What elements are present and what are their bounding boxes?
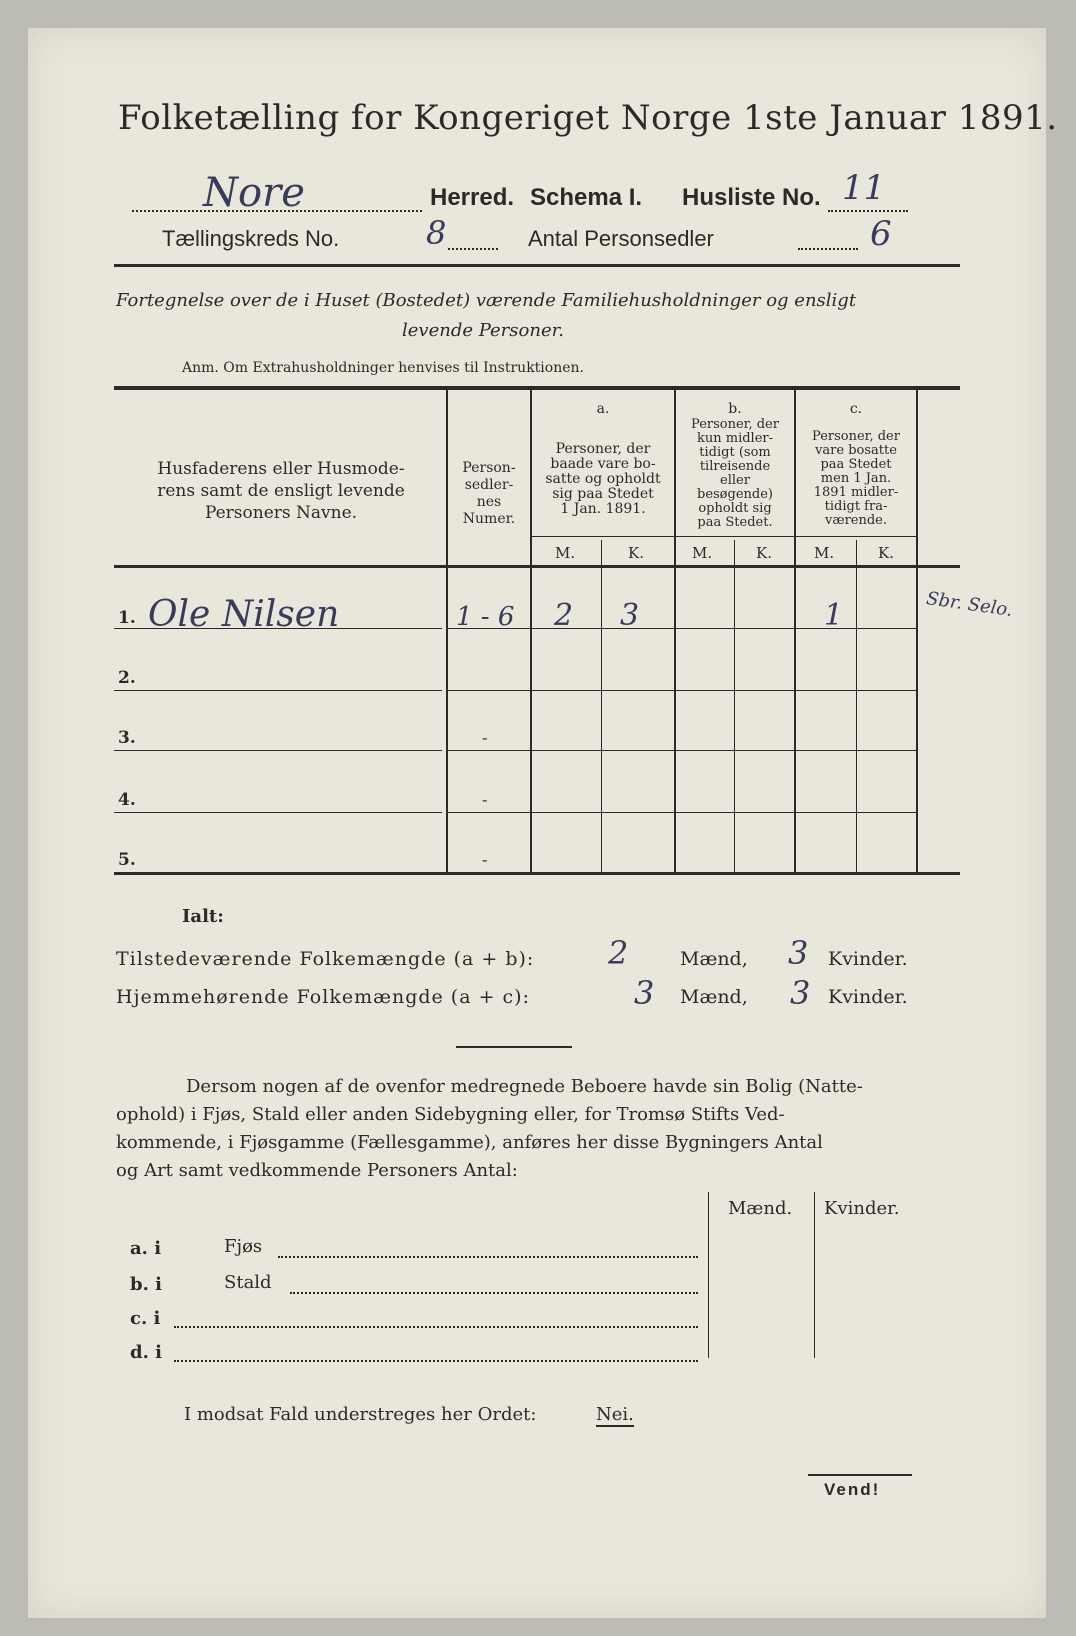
row-number: 1. [118, 608, 136, 628]
husliste-value: 11 [842, 168, 886, 208]
building-item-dotted-line [174, 1326, 698, 1328]
buildings-vline-2 [814, 1192, 815, 1358]
row-line-2-name [114, 690, 442, 691]
vline-a-split [601, 540, 602, 872]
row-1-sedler: 1 - 6 [456, 602, 515, 632]
tilst-maend-label: Mænd, [680, 948, 748, 970]
vend-label: Vend! [824, 1480, 881, 1499]
col-num-line: nes [476, 494, 502, 510]
vend-rule [808, 1474, 912, 1476]
building-item-dotted-line [290, 1292, 698, 1294]
buildings-para-2: ophold) i Fjøs, Stald eller anden Sidebygning eller, for Tromsø Stifts Ved- [116, 1104, 785, 1125]
antal-dotted-line [798, 248, 858, 250]
antal-value: 6 [870, 214, 892, 254]
tilst-kvinder-value: 3 [788, 934, 809, 972]
buildings-para-4: og Art samt vedkommende Personers Antal: [116, 1160, 518, 1181]
col-a-line: sig paa Stedet [552, 486, 654, 502]
row-5-sedler: - [482, 850, 488, 869]
row-number: 5. [118, 850, 136, 870]
col-b-line: besøgende) [697, 487, 773, 502]
kreds-value: 8 [426, 214, 447, 252]
building-item-letter: d. i [130, 1342, 162, 1363]
row-line-1-cells [448, 628, 916, 629]
herred-value: Nore [203, 170, 305, 216]
row-4-sedler: - [482, 790, 488, 809]
col-name-line: rens samt de ensligt levende [157, 481, 405, 501]
b-m-label: M. [692, 544, 713, 562]
nei-word: Nei. [596, 1404, 634, 1425]
section-divider [456, 1046, 572, 1048]
col-a-line: satte og opholdt [545, 471, 661, 487]
col-num-line: Numer. [462, 511, 516, 527]
buildings-para-3: kommende, i Fjøsgamme (Fællesgamme), anføres her disse Bygningers Antal [116, 1132, 823, 1153]
form-title: Folketælling for Kongeriget Norge 1ste Januar 1891. [118, 98, 1058, 138]
a-k-label: K. [628, 544, 644, 562]
col-b-line: kun midler- [696, 431, 774, 446]
col-b-line: tidigt (som [699, 445, 771, 460]
row-line-4-cells [448, 812, 916, 813]
herred-label: Herred. [430, 184, 515, 211]
building-item-dotted-line [174, 1360, 698, 1362]
a-m-label: M. [555, 544, 576, 562]
husliste-label: Husliste No. [682, 184, 821, 211]
tilst-label: Tilstedeværende Folkemængde (a + b): [116, 948, 535, 970]
antal-label: Antal Personsedler [528, 226, 714, 251]
row-number: 4. [118, 790, 136, 810]
kreds-dotted-line [448, 248, 498, 250]
tilst-kvinder-label: Kvinder. [828, 948, 908, 970]
buildings-vline-1 [708, 1192, 709, 1358]
row-number: 2. [118, 668, 136, 688]
tilst-maend-value: 2 [608, 934, 629, 972]
row-line-4-name [114, 812, 442, 813]
row-3-sedler: - [482, 728, 488, 747]
table-header-rule [114, 565, 960, 568]
col-b-line: opholdt sig [698, 501, 772, 516]
col-c-line: værende. [825, 513, 887, 528]
hjem-kvinder-label: Kvinder. [828, 986, 908, 1008]
row-number: 3. [118, 728, 136, 748]
table-bottom-rule [114, 872, 960, 875]
col-c-letter: c. [849, 401, 863, 417]
col-name-header [118, 458, 444, 524]
col-c-line: men 1 Jan. [820, 471, 892, 486]
row-1-c-m: 1 [824, 598, 844, 633]
col-b-line: eller [720, 473, 750, 488]
col-c-line: vare bosatte [815, 443, 897, 458]
col-num-header [448, 460, 530, 528]
c-k-label: K. [878, 544, 894, 562]
col-name-line: Personers Navne. [204, 503, 358, 523]
intro-line2: levende Personer. [402, 320, 564, 341]
schema-label: Schema I. [530, 184, 643, 211]
col-b-line: paa Stedet. [697, 515, 773, 530]
ialt-label: Ialt: [182, 906, 224, 927]
intro-line1: Fortegnelse over de i Huset (Bostedet) værende Familiehusholdninger og ensligt [116, 290, 857, 311]
row-1-note: Sbr. Selo. [924, 588, 1014, 621]
hjem-label: Hjemmehørende Folkemængde (a + c): [116, 986, 530, 1008]
col-c-line: Personer, der [812, 429, 900, 444]
mk-top-rule [530, 536, 916, 537]
row-line-2-cells [448, 690, 916, 691]
building-item-letter: a. i [130, 1238, 162, 1259]
table-top-rule [114, 386, 960, 390]
row-1-name: Ole Nilsen [148, 594, 340, 635]
modsat-text: I modsat Fald understreges her Ordet: [184, 1404, 537, 1425]
building-item-letter: b. i [130, 1274, 162, 1295]
row-line-3-name [114, 750, 442, 751]
kreds-label: Tællingskreds No. [162, 226, 340, 251]
col-b-line: tilreisende [699, 459, 771, 474]
col-c-header [796, 430, 916, 528]
building-item-label: Fjøs [224, 1236, 263, 1257]
c-m-label: M. [814, 544, 835, 562]
col-c-line: paa Stedet [820, 457, 892, 472]
col-a-line: Personer, der [555, 441, 651, 457]
header-rule [114, 264, 960, 267]
col-c-line: tidigt fra- [824, 499, 888, 514]
col-a-letter: a. [596, 401, 610, 417]
building-item-label: Stald [224, 1272, 272, 1293]
col-b-header [676, 418, 794, 530]
buildings-para-1: Dersom nogen af de ovenfor medregnede Beboere havde sin Bolig (Natte- [186, 1076, 863, 1097]
hjem-kvinder-value: 3 [790, 974, 811, 1012]
hjem-maend-label: Mænd, [680, 986, 748, 1008]
row-1-a-m: 2 [554, 598, 574, 633]
vline-b-split [734, 540, 735, 872]
col-name-line: Husfaderens eller Husmode- [157, 459, 405, 479]
col-num-line: Person- [462, 460, 516, 476]
col-c-line: 1891 midler- [813, 485, 899, 500]
col-b-line: Personer, der [691, 417, 779, 432]
intro-note: Anm. Om Extrahusholdninger henvises til Instruktionen. [182, 360, 584, 376]
col-b-letter: b. [728, 401, 742, 417]
row-1-a-k: 3 [620, 598, 640, 633]
row-line-3-cells [448, 750, 916, 751]
buildings-col-kvinder: Kvinder. [824, 1198, 900, 1219]
vline-c [916, 390, 918, 872]
col-a-line: baade vare bo- [550, 456, 656, 472]
col-num-line: sedler- [464, 477, 514, 493]
vline-c-split [856, 540, 857, 872]
col-a-header [532, 442, 674, 517]
building-item-dotted-line [278, 1256, 698, 1258]
buildings-col-maend: Mænd. [728, 1198, 793, 1219]
b-k-label: K. [756, 544, 772, 562]
building-item-letter: c. i [130, 1308, 161, 1329]
census-form [28, 28, 1058, 1618]
col-a-line: 1 Jan. 1891. [560, 501, 646, 517]
hjem-maend-value: 3 [634, 974, 655, 1012]
husliste-dotted-line [828, 210, 908, 212]
